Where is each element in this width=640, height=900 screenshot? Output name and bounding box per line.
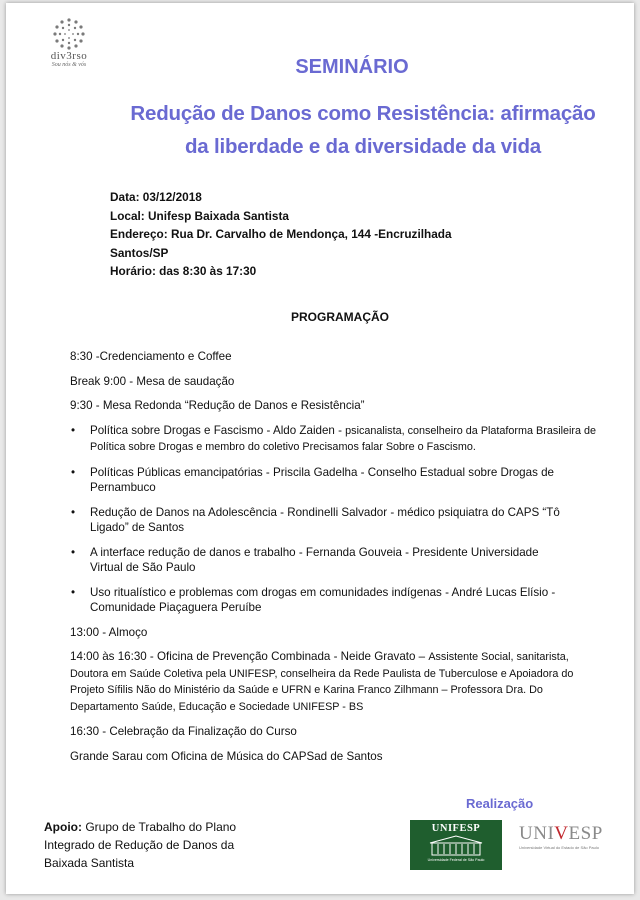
workshop-title: 14:00 às 16:30 - Oficina de Prevenção Combinada - Neide Gravato – xyxy=(70,650,429,663)
univesp-name-start: UNI xyxy=(519,823,555,844)
talk-line: Uso ritualístico e problemas com drogas em comunidades indígenas - André Lucas Elísio - xyxy=(90,585,556,599)
support-line: Grupo de Trabalho do Plano xyxy=(82,820,237,834)
program-item: 16:30 - Celebração da Finalização do Curso xyxy=(70,725,297,738)
program-item: Break 9:00 - Mesa de saudação xyxy=(70,374,235,388)
program-item: Grande Sarau com Oficina de Música do CAPSad de Santos xyxy=(70,749,383,763)
program-item: 8:30 -Credenciamento e Coffee xyxy=(70,350,232,363)
bullet-icon: • xyxy=(71,465,76,479)
talk-item xyxy=(70,585,626,616)
unifesp-name: UNIFESP xyxy=(431,823,481,834)
unifesp-logo xyxy=(410,820,502,870)
university-building-icon xyxy=(426,835,486,857)
univesp-v: V xyxy=(554,823,569,844)
event-info xyxy=(110,188,470,281)
support-label: Apoio: xyxy=(44,820,82,834)
program-item: 9:30 - Mesa Redonda “Redução de Danos e Resistência” xyxy=(70,399,365,412)
talk-line: Políticas Públicas emancipatórias - Priscila Gadelha - Conselho Estadual sobre Drogas de xyxy=(90,465,554,479)
talk-title: Política sobre Drogas e Fascismo - Aldo Zaiden - xyxy=(90,423,346,437)
support-line: Integrado de Redução de Danos da xyxy=(44,838,235,852)
talk-line: Comunidade Piaçaguera Peruíbe xyxy=(90,601,262,614)
flyer-page xyxy=(6,3,634,894)
workshop-detail: Doutora em Saúde Coletiva pela UNIFESP, conselheira da Rede Paulista de Tuberculose e Apoiadora do xyxy=(70,667,574,680)
event-city: Santos/SP xyxy=(110,245,169,260)
bullet-icon: • xyxy=(71,423,76,437)
workshop-detail: Projeto Sífilis Não do Ministério da Saúde e UFRN e Karina Franco Zilhmann – Professora Dra. Do xyxy=(70,684,543,696)
talk-item xyxy=(70,423,626,456)
logo-name: div3rso xyxy=(50,50,88,62)
talk-line: Ligado” de Santos xyxy=(90,521,185,534)
bullet-icon: • xyxy=(71,545,76,559)
dots-circle-icon xyxy=(52,17,86,51)
talk-item xyxy=(70,505,626,536)
univesp-name-end: ESP xyxy=(568,823,603,844)
realizacao-label: Realização xyxy=(466,796,534,811)
talk-line: Pernambuco xyxy=(90,481,156,494)
support-text xyxy=(44,818,284,872)
program-item: 13:00 - Almoço xyxy=(70,625,148,639)
univesp-subtitle: Universidade Virtual do Estado de São Paulo xyxy=(519,845,599,850)
talk-line: Virtual de São Paulo xyxy=(90,561,196,574)
bullet-icon: • xyxy=(71,585,76,599)
workshop-detail: Assistente Social, sanitarista, xyxy=(428,651,569,663)
univesp-logo xyxy=(519,823,617,850)
univesp-name xyxy=(519,823,617,845)
talk-item xyxy=(70,465,626,496)
bullet-icon: • xyxy=(71,505,76,519)
subtitle-line-2: da liberdade e da diversidade da vida xyxy=(184,135,542,158)
event-date: Data: 03/12/2018 xyxy=(110,190,202,204)
talk-detail: psicanalista, conselheiro da Plataforma Brasileira de xyxy=(345,424,597,437)
program-list xyxy=(70,349,626,773)
page-subtitle xyxy=(98,97,628,163)
unifesp-subtitle: Universidade Federal de São Paulo xyxy=(427,858,485,862)
program-item-workshop xyxy=(70,649,626,715)
talk-detail: Política sobre Drogas e membro do coletivo Precisamos falar Sobre o Fascismo. xyxy=(90,441,476,453)
page-title: SEMINÁRIO xyxy=(295,56,409,78)
logo-tagline: Sou nós & vós xyxy=(51,62,87,68)
program-heading: PROGRAMAÇÃO xyxy=(291,310,389,324)
event-schedule: Horário: das 8:30 às 17:30 xyxy=(110,264,257,278)
subtitle-line-1: Redução de Danos como Resistência: afirmação xyxy=(130,102,596,125)
event-location: Local: Unifesp Baixada Santista xyxy=(110,208,289,223)
talk-line: Redução de Danos na Adolescência - Rondinelli Salvador - médico psiquiatra do CAPS “Tô xyxy=(90,505,560,519)
event-address: Endereço: Rua Dr. Carvalho de Mendonça, 144 -Encruzilhada xyxy=(110,227,452,241)
workshop-detail: Departamento Saúde, Educação e Sociedade UNIFESP - BS xyxy=(70,700,364,713)
round-table-talks xyxy=(70,423,626,616)
support-line: Baixada Santista xyxy=(44,856,135,870)
talk-item xyxy=(70,545,626,576)
talk-line: A interface redução de danos e trabalho - Fernanda Gouveia - Presidente Universidade xyxy=(90,545,539,559)
